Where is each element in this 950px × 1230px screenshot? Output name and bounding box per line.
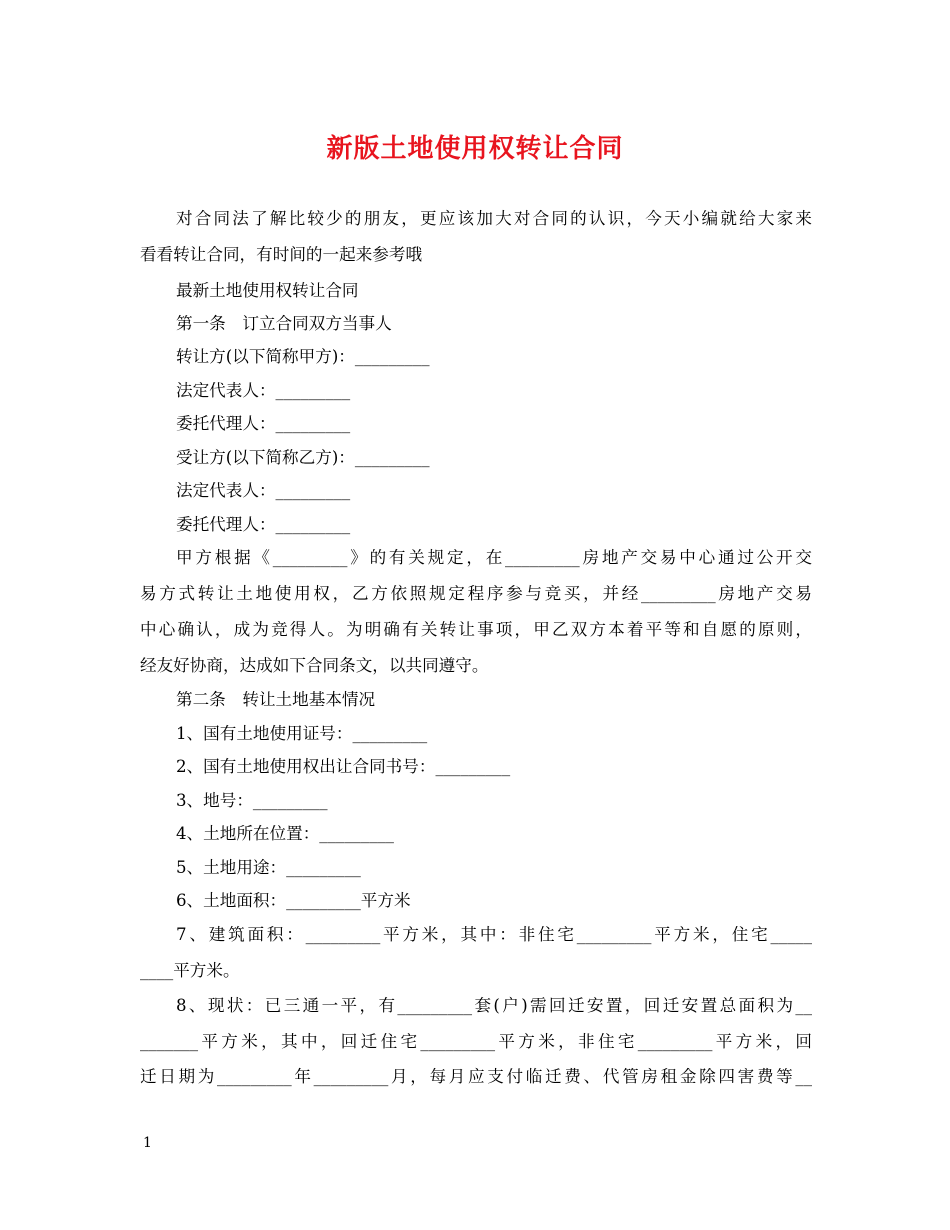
transfer-contract-number-field: 2、国有土地使用权出让合同书号：_________ — [176, 757, 511, 776]
land-area-field: 6、土地面积：_________平方米 — [176, 891, 411, 910]
transferor-legal-representative-field: 法定代表人：_________ — [176, 381, 351, 400]
intro-paragraph-line-2: 看看转让合同，有时间的一起来参考哦 — [140, 245, 423, 264]
article-two-heading: 第二条 转让土地基本情况 — [176, 690, 376, 709]
land-location-field: 4、土地所在位置：_________ — [176, 824, 394, 843]
basis-paragraph-line-1: 甲方根据《_________》的有关规定，在_________房地产交易中心通过公开交 — [176, 548, 812, 567]
land-use-field: 5、土地用途：_________ — [176, 858, 361, 877]
building-area-line-1: 7、建筑面积：_________平方米，其中：非住宅_________平方米，住宅_____ — [176, 925, 812, 944]
contract-heading: 最新土地使用权转让合同 — [176, 281, 359, 300]
current-status-line-2: _______平方米，其中，回迁住宅_________平方米，非住宅_________平方米，回 — [140, 1032, 812, 1051]
transferor-agent-field: 委托代理人：_________ — [176, 414, 351, 433]
land-certificate-number-field: 1、国有土地使用证号：_________ — [176, 724, 428, 743]
basis-paragraph-line-3: 中心确认，成为竞得人。为明确有关转让事项，甲乙双方本着平等和自愿的原则， — [140, 620, 812, 639]
current-status-line-3: 迁日期为_________年_________月，每月应支付临迁费、代管房租金除四害费等__ — [140, 1067, 812, 1086]
current-status-line-1: 8、现状：已三通一平，有_________套(户)需回迁安置，回迁安置总面积为__ — [176, 996, 812, 1015]
lot-number-field: 3、地号：_________ — [176, 791, 328, 810]
intro-paragraph-line-1: 对合同法了解比较少的朋友，更应该加大对合同的认识，今天小编就给大家来 — [176, 209, 812, 228]
basis-paragraph-line-2: 易方式转让土地使用权，乙方依照规定程序参与竞买，并经_________房地产交易 — [140, 584, 812, 603]
building-area-line-2: ____平方米。 — [140, 961, 240, 980]
transferee-field: 受让方(以下简称乙方)：_________ — [176, 448, 430, 467]
page-number: 1 — [143, 1135, 152, 1151]
document-title: 新版土地使用权转让合同 — [326, 134, 624, 164]
transferor-field: 转让方(以下简称甲方)：_________ — [176, 347, 430, 366]
article-one-heading: 第一条 订立合同双方当事人 — [176, 314, 392, 333]
basis-paragraph-line-4: 经友好协商，达成如下合同条文，以共同遵守。 — [140, 656, 489, 675]
transferee-agent-field: 委托代理人：_________ — [176, 515, 351, 534]
transferee-legal-representative-field: 法定代表人：_________ — [176, 481, 351, 500]
